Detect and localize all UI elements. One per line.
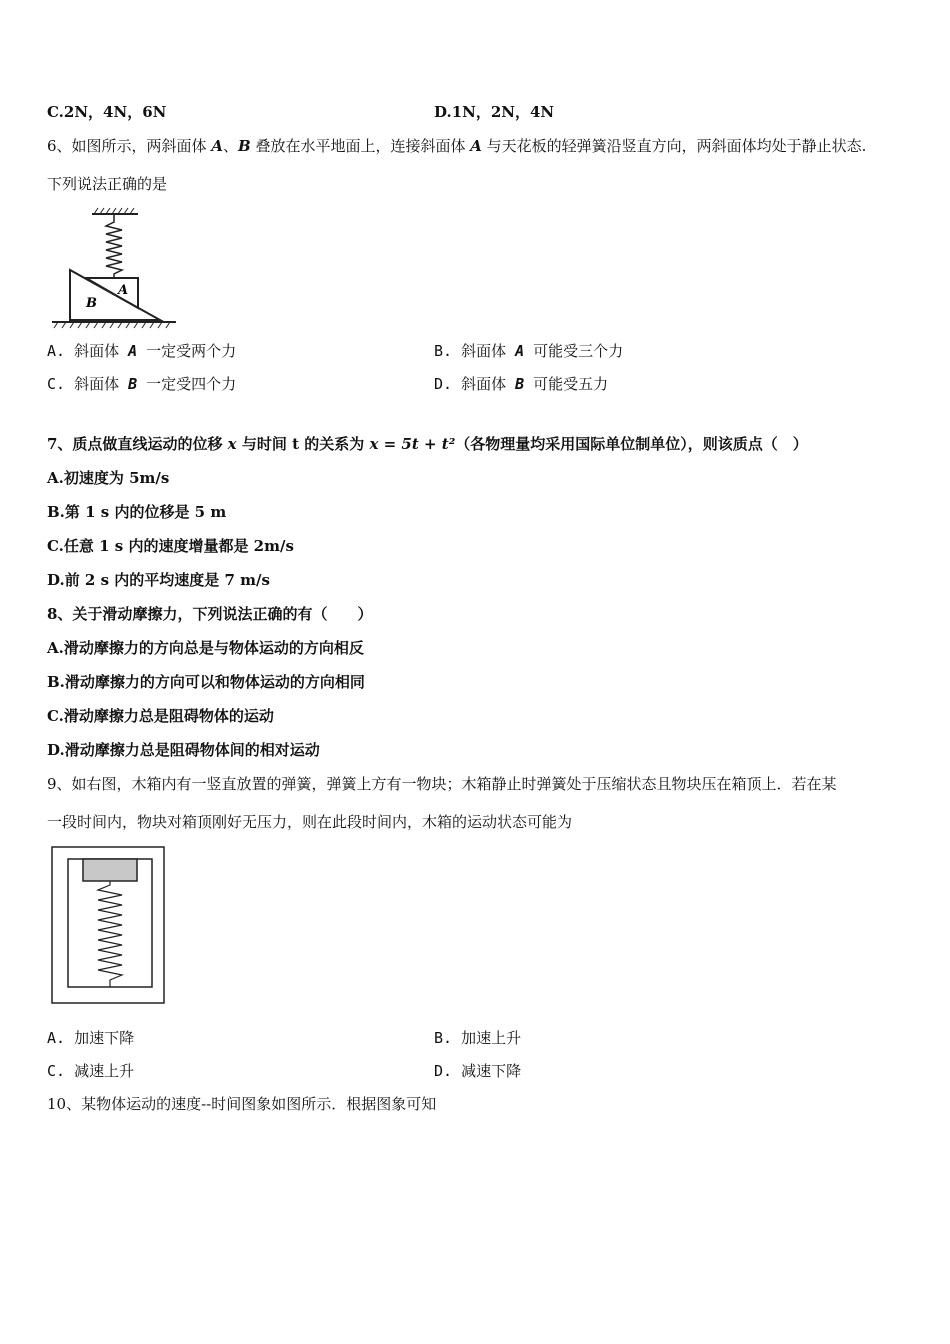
q8-option-d: D.滑动摩擦力总是阻碍物体间的相对运动: [47, 741, 320, 759]
q6-option-b: B. 斜面体 A 可能受三个力: [434, 342, 624, 360]
block: [83, 859, 137, 881]
q6-option-c: C. 斜面体 B 一定受四个力: [47, 375, 237, 393]
q6-spring-wedge-figure: [48, 206, 188, 330]
q7-option-d: D.前 2 s 内的平均速度是 7 m/s: [47, 571, 270, 589]
q9-option-b: B. 加速上升: [434, 1029, 522, 1047]
q6-stem-line1: 6、如图所示，两斜面体 A、B 叠放在水平地面上，连接斜面体 A 与天花板的轻弹簧沿竖直方向，两斜面体均处于静止状态.: [47, 137, 867, 155]
q9-option-c: C. 减速上升: [47, 1062, 135, 1080]
q7-option-c: C.任意 1 s 内的速度增量都是 2m/s: [47, 537, 294, 555]
q9-box-spring-figure: [50, 845, 168, 1007]
spring: [98, 881, 122, 987]
q9-stem-line1: 9、如右图，木箱内有一竖直放置的弹簧，弹簧上方有一物块；木箱静止时弹簧处于压缩状态且物块压在箱顶上．若在某: [47, 775, 837, 793]
q9-option-a: A. 加速下降: [47, 1029, 135, 1047]
q8-option-a: A.滑动摩擦力的方向总是与物体运动的方向相反: [47, 639, 364, 657]
q7-option-a: A.初速度为 5m/s: [47, 469, 170, 487]
label-a: A: [118, 283, 129, 298]
q10-stem: 10、某物体运动的速度--时间图象如图所示．根据图象可知: [47, 1095, 437, 1113]
q8-stem: 8、关于滑动摩擦力，下列说法正确的有（ ）: [47, 605, 373, 623]
q7-stem: 7、质点做直线运动的位移 x 与时间 t 的关系为 x = 5t + t²（各物理量均采用国际单位制单位），则该质点（ ）: [47, 435, 808, 453]
q8-option-c: C.滑动摩擦力总是阻碍物体的运动: [47, 707, 274, 725]
q6-option-d: D. 斜面体 B 可能受五力: [434, 375, 609, 393]
label-b: B: [86, 296, 97, 311]
q5-option-c: C.2N，4N，6N: [47, 103, 167, 121]
q6-stem-line2: 下列说法正确的是: [47, 175, 168, 193]
q5-option-d: D.1N，2N，4N: [434, 103, 555, 121]
q8-option-b: B.滑动摩擦力的方向可以和物体运动的方向相同: [47, 673, 365, 691]
q9-stem-line2: 一段时间内，物块对箱顶刚好无压力，则在此段时间内，木箱的运动状态可能为: [47, 813, 573, 831]
q9-option-d: D. 减速下降: [434, 1062, 522, 1080]
q7-option-b: B.第 1 s 内的位移是 5 m: [47, 503, 227, 521]
spring: [106, 214, 122, 278]
q6-option-a: A. 斜面体 A 一定受两个力: [47, 342, 237, 360]
